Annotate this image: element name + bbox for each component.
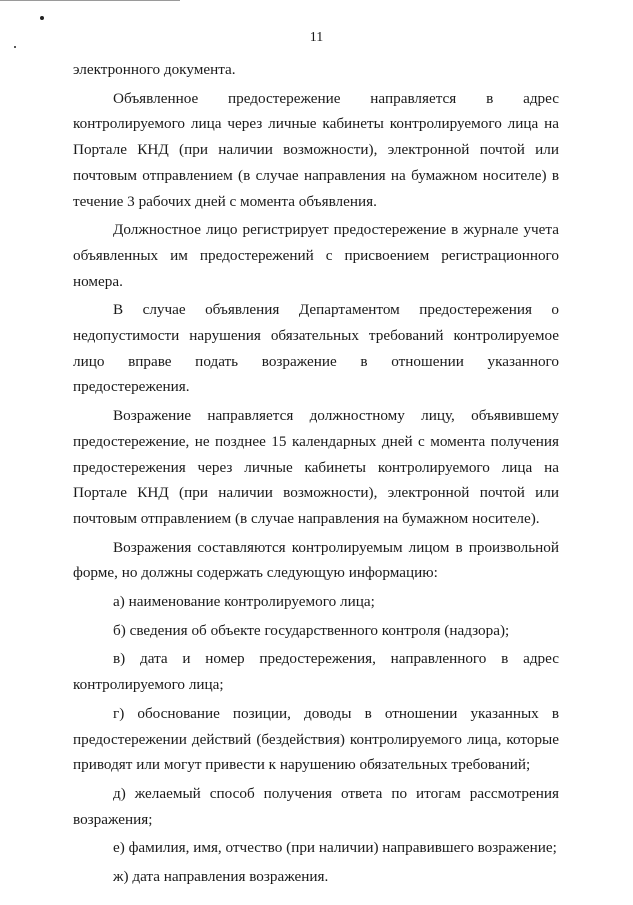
page-number: 11 xyxy=(309,30,324,45)
scan-speck xyxy=(14,46,16,48)
list-item: б) сведения об объекте государственного контроля (надзора); xyxy=(113,621,510,639)
paragraph: В случае объявления Департаментом предостережения о недопустимости нарушения обязательных требований контролируемое лицо вправе подать возражение в отношении указанного предостережения. xyxy=(73,301,559,396)
list-item: ж) дата направления возражения. xyxy=(113,868,329,886)
scan-speck xyxy=(40,16,44,20)
paragraph: Должностное лицо регистрирует предостережение в журнале учета объявленных им предостережений с присвоением регистрационного номера. xyxy=(73,221,559,290)
list-item: в) дата и номер предостережения, направленного в адрес контролируемого лица; xyxy=(73,650,559,694)
paragraph: Возражение направляется должностному лицу, объявившему предостережение, не позднее 15 календарных дней с момента получения предостережения через личные кабинеты контролируемого лица на Портале КНД (при наличии возможности), электронной почтой или почтовым отправлением (в случае направления на бумажном носителе). xyxy=(73,407,559,527)
list-item: а) наименование контролируемого лица; xyxy=(113,593,375,611)
paragraph: Возражения составляются контролируемым лицом в произвольной форме, но должны содержать следующую информацию: xyxy=(73,538,559,582)
paragraph: электронного документа. xyxy=(73,61,236,78)
list-item: г) обоснование позиции, доводы в отношении указанных в предостережении действий (бездействия) контролируемого лица, которые приводят или могут привести к нарушению обязательных требований; xyxy=(73,704,559,774)
scan-edge-line xyxy=(0,0,180,1)
list-item: д) желаемый способ получения ответа по итогам рассмотрения возражения; xyxy=(73,784,559,828)
list-item: е) фамилия, имя, отчество (при наличии) направившего возражение; xyxy=(113,839,557,857)
document-body xyxy=(73,57,559,890)
paragraph: Объявленное предостережение направляется в адрес контролируемого лица через личные кабинеты контролируемого лица на Портале КНД (при наличии возможности), электронной почтой или почтовым отправлением (в случае направления на бумажном носителе) в течение 3 рабочих дней с момента объявления. xyxy=(73,89,559,210)
